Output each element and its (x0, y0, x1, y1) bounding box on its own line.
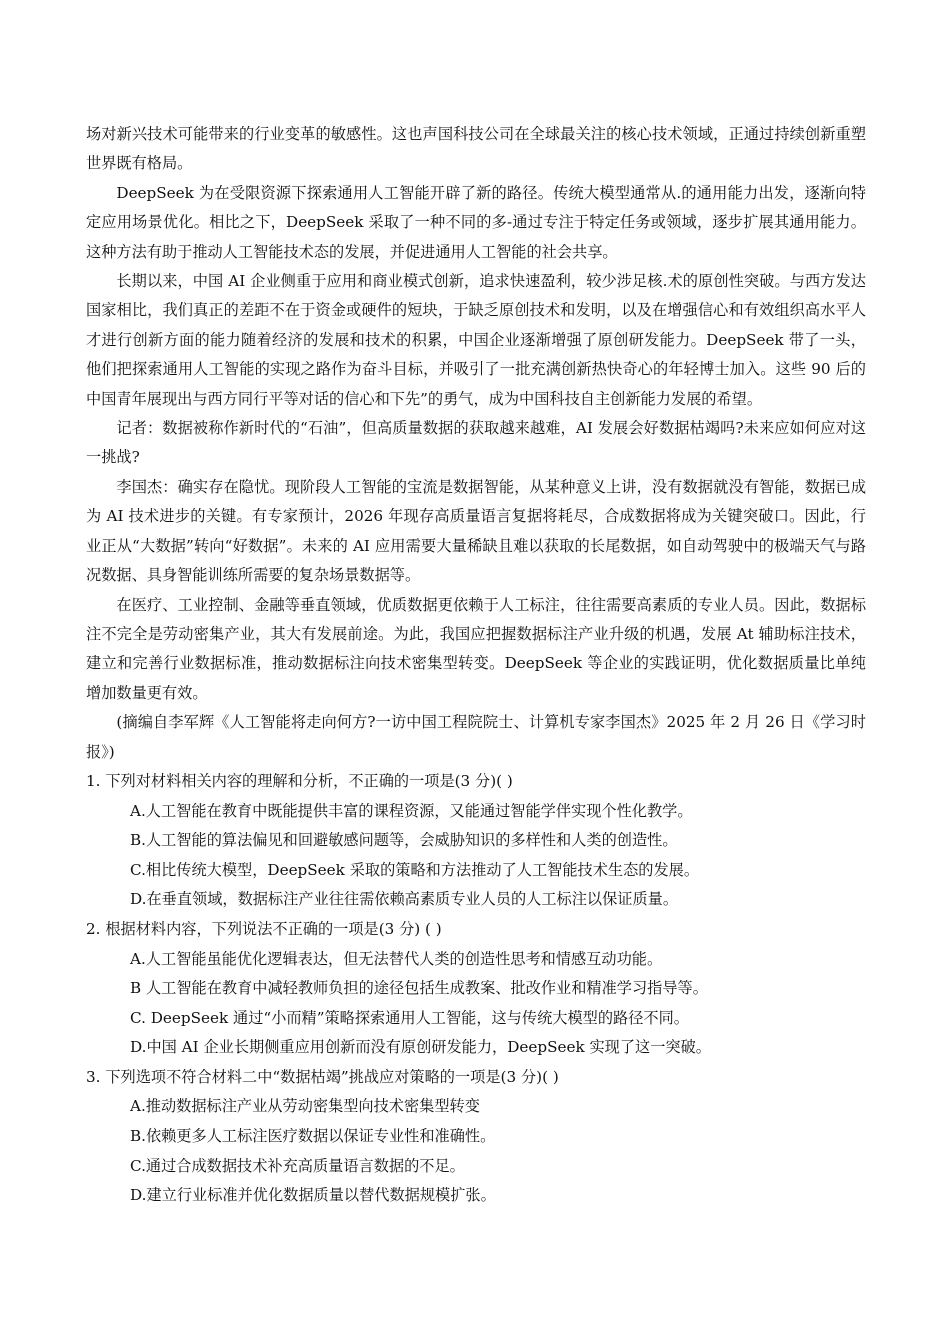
question-stem: 3. 下列选项不符合材料二中“数据枯竭”挑战应对策略的一项是(3 分)( ) (86, 1067, 559, 1086)
option-c: C.相比传统大模型，DeepSeek 采取的策略和方法推动了人工智能技术生态的发展。 (130, 860, 700, 879)
option-d: D.在垂直领域，数据标注产业往往需依赖高素质专业人员的人工标注以保证质量。 (130, 890, 679, 909)
option-b: B.人工智能的算法偏见和回避敏感问题等，会威胁知识的多样性和人类的创造性。 (130, 831, 678, 850)
question-3 (86, 1063, 866, 1211)
option-d: D.中国 AI 企业长期侧重应用创新而没有原创研发能力，DeepSeek 实现了这一突破。 (130, 1038, 711, 1057)
paragraph-reporter-question: 记者：数据被称作新时代的“石油”，但高质量数据的获取越来越难，AI 发展会好数据枯竭吗?未来应如何应对这一挑战? (86, 419, 866, 467)
paragraph-continuation: 场对新兴技术可能带来的行业变革的敏感性。这也声国科技公司在全球最关注的核心技术领域，正通过持续创新重塑世界既有格局。 (86, 125, 866, 173)
option-c: C. DeepSeek 通过“小而精”策略探索通用人工智能，这与传统大模型的路径不同。 (130, 1008, 689, 1027)
source-citation: (摘编自李军辉《人工智能将走向何方?一访中国工程院院士、计算机专家李国杰》2025 年 2 月 26 日《学习时报》) (86, 713, 866, 761)
option-b: B 人工智能在教育中减轻教师负担的途径包括生成教案、批改作业和精准学习指导等。 (130, 979, 708, 998)
paragraph-deepseek-path: DeepSeek 为在受限资源下探索通用人工智能开辟了新的路径。传统大模型通常从.的通用能力出发，逐渐向特定应用场景优化。相比之下，DeepSeek 采取了一种不同的多-通过专注于特定任务或领域，逐步扩展其通用能力。这种方法有助于推动人工智能技术态的发展，并促进通用人工智能的社会共享。 (86, 183, 866, 261)
option-a: A.人工智能在教育中既能提供丰富的课程资源，又能通过智能学伴实现个性化教学。 (130, 801, 693, 820)
paragraph-china-ai-enterprises: 长期以来，中国 AI 企业侧重于应用和商业模式创新，追求快速盈利，较少涉足核.术的原创性突破。与西方发达国家相比，我们真正的差距不在于资金或硬件的短块，于缺乏原创技术和发明，以及在增强信心和有效组织高水平人才进行创新方面的能力随着经济的发展和技术的积累，中国企业逐渐增强了原创研发能力。DeepSeek 带了一头，他们把探索通用人工智能的实现之路作为奋斗目标，并吸引了一批充满创新热快奇心的年轻博士加入。这些 90 后的中国青年展现出与西方同行平等对话的信心和下先”的勇气，成为中国科技自主创新能力发展的希望。 (86, 272, 866, 408)
paragraph-li-guojie-answer: 李国杰：确实存在隐忧。现阶段人工智能的宝流是数据智能，从某种意义上讲，没有数据就没有智能，数据已成为 AI 技术进步的关键。有专家预计，2026 年现存高质量语言复据将耗尽，合成数据将成为关键突破口。因此，行业正从“大数据”转向“好数据”。未来的 AI 应用需要大量稀缺且难以获取的长尾数据，如自动驾驶中的极端天气与路况数据、具身智能训练所需要的复杂场景数据等。 (86, 477, 866, 585)
option-a: A.推动数据标注产业从劳动密集型向技术密集型转变 (130, 1097, 480, 1116)
question-1 (86, 767, 866, 915)
paragraph-vertical-domains: 在医疗、工业控制、金融等垂直领域，优质数据更依赖于人工标注，往往需要高素质的专业人员。因此，数据标注不完全是劳动密集产业，其大有发展前途。为此，我国应把握数据标注产业升级的机遇，发展 At 辅助标注技术，建立和完善行业数据标准，推动数据标注向技术密集型转变。DeepSeek 等企业的实践证明，优化数据质量比单纯增加数量更有效。 (86, 595, 866, 702)
option-a: A.人工智能虽能优化逻辑表达，但无法替代人类的创造性思考和情感互动功能。 (130, 949, 663, 968)
option-d: D.建立行业标准并优化数据质量以替代数据规模扩张。 (130, 1186, 496, 1205)
question-2 (86, 915, 866, 1063)
question-stem: 1. 下列对材料相关内容的理解和分析，不正确的一项是(3 分)( ) (86, 771, 513, 790)
option-b: B.依赖更多人工标注医疗数据以保证专业性和准确性。 (130, 1127, 496, 1146)
option-c: C.通过合成数据技术补充高质量语言数据的不足。 (130, 1156, 465, 1175)
question-stem: 2. 根据材料内容，下列说法不正确的一项是(3 分) ( ) (86, 919, 442, 938)
document-page (86, 120, 866, 1211)
